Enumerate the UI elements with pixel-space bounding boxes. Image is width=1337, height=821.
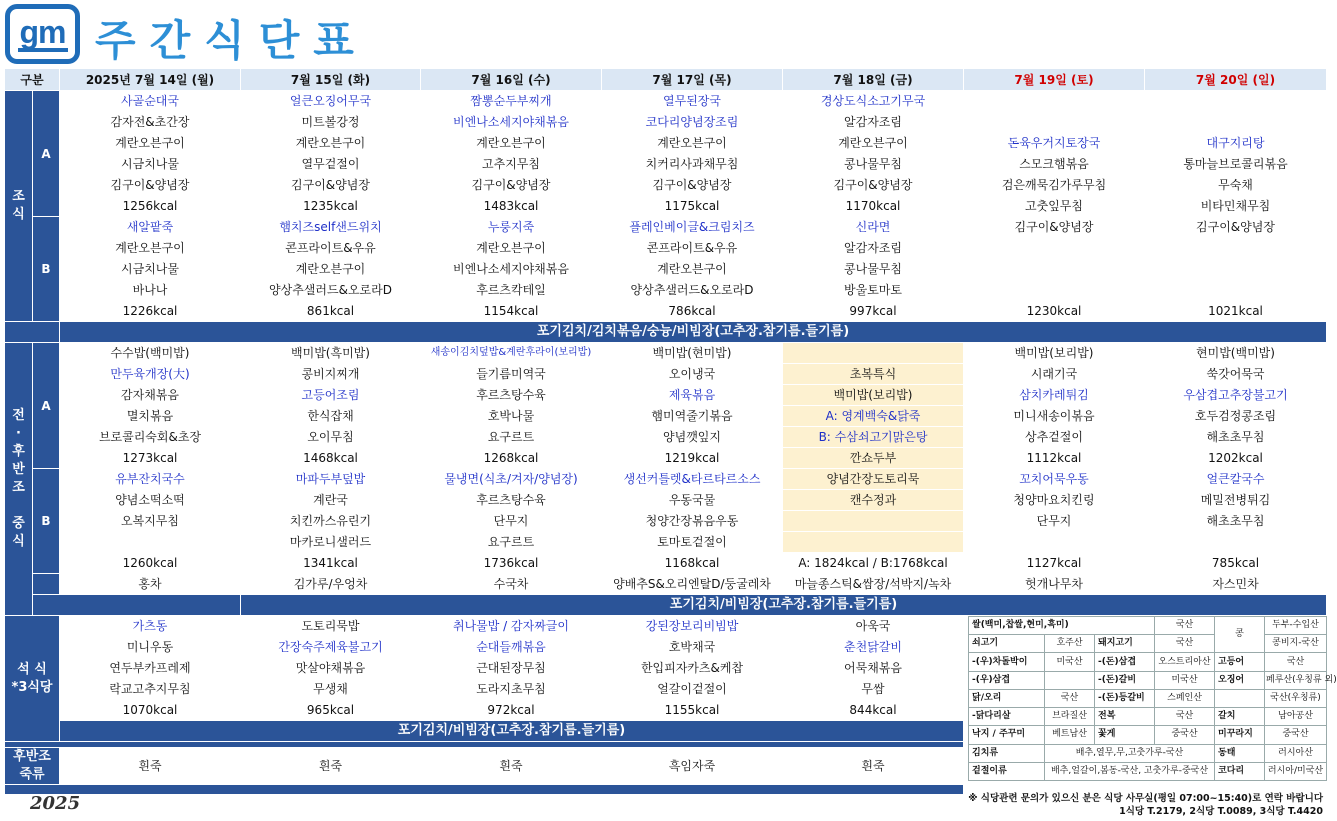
porridge-cell: 흰죽 xyxy=(783,748,964,785)
menu-cell: 연두부카프레제 xyxy=(60,658,241,679)
menu-cell: 시금치나물 xyxy=(60,154,241,175)
menu-cell: 후르츠칵테일 xyxy=(421,280,602,301)
origin-cell: -(우)차돌박이 xyxy=(969,653,1045,671)
tea-cell: 마늘종스틱&쌈장/석박지/녹차 xyxy=(783,574,964,595)
signature: 2025 xyxy=(30,793,81,814)
menu-cell: 양념소떡소떡 xyxy=(60,490,241,511)
header-day: 2025년 7월 14일 (월) xyxy=(60,69,241,91)
origin-cell: 브라질산 xyxy=(1045,708,1095,726)
menu-cell: 수수밥(백미밥) xyxy=(60,343,241,364)
menu-cell: 백미밥(흑미밥) xyxy=(241,343,421,364)
origin-cell: 전복 xyxy=(1095,708,1155,726)
course-a-label: A xyxy=(33,343,60,469)
menu-cell xyxy=(783,532,964,553)
kcal-cell: 1235kcal xyxy=(241,196,421,217)
menu-cell: 코다리양념장조림 xyxy=(602,112,783,133)
origin-cell: 갈치 xyxy=(1215,708,1265,726)
origin-cell: -(우)삼겹 xyxy=(969,671,1045,689)
menu-cell: 단무지 xyxy=(421,511,602,532)
menu-cell xyxy=(964,532,1145,553)
menu-cell: 쑥갓어묵국 xyxy=(1145,364,1327,385)
band-spacer xyxy=(5,785,964,795)
menu-cell: 누룽지죽 xyxy=(421,217,602,238)
origin-cell: 국산 xyxy=(1265,653,1327,671)
origin-cell: 동태 xyxy=(1215,744,1265,762)
menu-cell: 계란오븐구이 xyxy=(783,133,964,154)
contact-note-line: ※ 식당관련 문의가 있으신 분은 식당 사무실(평일 07:00~15:40)로 연락 바랍니다 xyxy=(968,793,1323,804)
menu-cell: 해초초무침 xyxy=(1145,511,1327,532)
menu-cell: 청양간장볶음우동 xyxy=(602,511,783,532)
origin-cell: 페루산(우칭류 외) xyxy=(1265,671,1327,689)
menu-cell: 어묵채볶음 xyxy=(783,658,964,679)
header-day: 7월 17일 (목) xyxy=(602,69,783,91)
menu-cell: 우삼겹고추장불고기 xyxy=(1145,385,1327,406)
menu-cell: 들기름미역국 xyxy=(421,364,602,385)
origin-cell: 배추,얼갈이,봄동-국산, 고춧가루-중국산 xyxy=(1045,762,1215,780)
origin-cell: 중국산 xyxy=(1265,726,1327,744)
menu-cell: 오복지무침 xyxy=(60,511,241,532)
menu-cell: 청양마요치킨링 xyxy=(964,490,1145,511)
menu-cell: 계란오븐구이 xyxy=(602,133,783,154)
kcal-cell: 1273kcal xyxy=(60,448,241,469)
gm-logo: gm xyxy=(5,4,80,64)
contact-note-phones: 1식당 T.2179, 2식당 T.0089, 3식당 T.4420 xyxy=(1119,806,1323,817)
tea-cell: 헛개나무차 xyxy=(964,574,1145,595)
menu-cell: 스모크햄볶음 xyxy=(964,154,1145,175)
menu-cell: 상추겉절이 xyxy=(964,427,1145,448)
menu-cell: 강된장보리비빔밥 xyxy=(602,616,783,637)
origin-cell: 꽃게 xyxy=(1095,726,1155,744)
menu-cell: 김구이&양념장 xyxy=(964,217,1145,238)
menu-cell: 만두육개장(大) xyxy=(60,364,241,385)
menu-cell: 고추지무침 xyxy=(421,154,602,175)
menu-cell: 김구이&양념장 xyxy=(602,175,783,196)
kcal-cell: 844kcal xyxy=(783,700,964,721)
menu-cell: 김구이&양념장 xyxy=(421,175,602,196)
menu-cell: 785kcal xyxy=(1145,553,1327,574)
origin-cell: 쌀(백미,찹쌀,현미,흑미) xyxy=(969,617,1155,635)
menu-cell: 양념간장도토리묵 xyxy=(783,469,964,490)
origin-cell: -(돈)갈비 xyxy=(1095,671,1155,689)
menu-cell: 방울토마토 xyxy=(783,280,964,301)
menu-cell: 우동국물 xyxy=(602,490,783,511)
menu-cell: 멸치볶음 xyxy=(60,406,241,427)
menu-cell: 무생채 xyxy=(241,679,421,700)
menu-cell: 콩비지찌개 xyxy=(241,364,421,385)
origin-cell: 겉절이류 xyxy=(969,762,1045,780)
kcal-cell: 1260kcal xyxy=(60,553,241,574)
menu-cell: 1112kcal xyxy=(964,448,1145,469)
menu-cell: 시금치나물 xyxy=(60,259,241,280)
menu-cell: 무숙채 xyxy=(1145,175,1327,196)
kcal-cell: 1168kcal xyxy=(602,553,783,574)
origin-cell xyxy=(1215,689,1265,707)
tea-cell: 자스민차 xyxy=(1145,574,1327,595)
course-spacer xyxy=(33,574,60,595)
origin-cell: 호주산 xyxy=(1045,635,1095,653)
kcal-cell: 1175kcal xyxy=(602,196,783,217)
menu-cell xyxy=(964,280,1145,301)
menu-cell: 비엔나소세지야채볶음 xyxy=(421,259,602,280)
menu-cell: 계란오븐구이 xyxy=(60,238,241,259)
origin-cell: 오스트리아산 xyxy=(1155,653,1215,671)
menu-cell: B: 수삼쇠고기맑은탕 xyxy=(783,427,964,448)
menu-cell: 춘천닭갈비 xyxy=(783,637,964,658)
tea-cell: 양배추S&오리엔탈D/둥굴레차 xyxy=(602,574,783,595)
menu-cell xyxy=(1145,259,1327,280)
menu-cell: 신라면 xyxy=(783,217,964,238)
lunch-label: 전 · 후 반 조 중 식 xyxy=(5,343,33,616)
menu-cell: 초복특식 xyxy=(783,364,964,385)
menu-cell: 열무된장국 xyxy=(602,91,783,112)
menu-cell xyxy=(60,532,241,553)
menu-cell: 깐쇼두부 xyxy=(783,448,964,469)
kcal-cell: 1268kcal xyxy=(421,448,602,469)
menu-cell: 꼬치어묵우동 xyxy=(964,469,1145,490)
origin-cell: 오징어 xyxy=(1215,671,1265,689)
origin-cell: -(돈)삼겹 xyxy=(1095,653,1155,671)
menu-cell: 근대된장무침 xyxy=(421,658,602,679)
menu-cell: 후르츠탕수육 xyxy=(421,385,602,406)
kcal-cell: 1226kcal xyxy=(60,301,241,322)
kcal-cell: 1219kcal xyxy=(602,448,783,469)
menu-cell: 락교고추지무침 xyxy=(60,679,241,700)
menu-cell: 생선커틀렛&타르타르소스 xyxy=(602,469,783,490)
menu-cell xyxy=(964,91,1145,133)
menu-cell: 치커리사과채무침 xyxy=(602,154,783,175)
menu-cell: 김구이&양념장 xyxy=(241,175,421,196)
menu-cell: 돈육우거지토장국 xyxy=(964,133,1145,154)
menu-cell: 감자전&초간장 xyxy=(60,112,241,133)
kcal-cell: 1070kcal xyxy=(60,700,241,721)
menu-cell: 경상도식소고기무국 xyxy=(783,91,964,112)
menu-cell: 계란국 xyxy=(241,490,421,511)
menu-cell: 아욱국 xyxy=(783,616,964,637)
menu-cell: 계란오븐구이 xyxy=(602,259,783,280)
menu-cell xyxy=(1145,532,1327,553)
origin-cell: 남아공산 xyxy=(1265,708,1327,726)
menu-cell: 물냉면(식초/겨자/양념장) xyxy=(421,469,602,490)
menu-cell: 햄치즈self샌드위치 xyxy=(241,217,421,238)
menu-cell: 얼갈이겉절이 xyxy=(602,679,783,700)
menu-cell: 해초초무침 xyxy=(1145,427,1327,448)
menu-cell xyxy=(964,259,1145,280)
origin-cell: 러시아산 xyxy=(1265,744,1327,762)
menu-cell: 알감자조림 xyxy=(783,112,964,133)
origin-cell: 중국산 xyxy=(1155,726,1215,744)
menu-cell: 고등어조림 xyxy=(241,385,421,406)
course-b-label: B xyxy=(33,217,60,322)
kcal-cell: A: 1824kcal / B:1768kcal xyxy=(783,553,964,574)
origin-cell: 국산 xyxy=(1155,617,1215,635)
kcal-cell: 1155kcal xyxy=(602,700,783,721)
menu-cell: 치킨까스유린기 xyxy=(241,511,421,532)
origin-cell xyxy=(1045,671,1095,689)
menu-cell: 계란오븐구이 xyxy=(241,259,421,280)
menu-cell: 마카로니샐러드 xyxy=(241,532,421,553)
contact-note xyxy=(968,792,1323,818)
menu-cell: 미니새송이볶음 xyxy=(964,406,1145,427)
menu-cell: 1127kcal xyxy=(964,553,1145,574)
origin-cell: 돼지고기 xyxy=(1095,635,1155,653)
menu-cell: 열무겉절이 xyxy=(241,154,421,175)
band-spacer xyxy=(33,595,241,616)
menu-cell: 비엔나소세지야채볶음 xyxy=(421,112,602,133)
menu-cell: 간장숙주제육불고기 xyxy=(241,637,421,658)
origin-cell: 미꾸라지 xyxy=(1215,726,1265,744)
menu-cell: 계란오븐구이 xyxy=(241,133,421,154)
origin-cell: 베트남산 xyxy=(1045,726,1095,744)
origin-cell: 미국산 xyxy=(1155,671,1215,689)
origin-cell: 국산 xyxy=(1155,708,1215,726)
origin-table xyxy=(968,616,1337,781)
origin-cell: 낙지 / 주꾸미 xyxy=(969,726,1045,744)
menu-cell: 김구이&양념장 xyxy=(783,175,964,196)
menu-cell: 요구르트 xyxy=(421,532,602,553)
menu-cell: 계란오븐구이 xyxy=(421,238,602,259)
menu-cell: 알감자조림 xyxy=(783,238,964,259)
band-spacer xyxy=(5,322,60,343)
menu-cell: 토마토겉절이 xyxy=(602,532,783,553)
menu-cell: 캔수정과 xyxy=(783,490,964,511)
menu-cell: 1202kcal xyxy=(1145,448,1327,469)
menu-cell xyxy=(964,238,1145,259)
menu-cell xyxy=(783,343,964,364)
menu-cell: 짬뽕순두부찌개 xyxy=(421,91,602,112)
menu-cell: 호두검정콩조림 xyxy=(1145,406,1327,427)
kcal-cell: 786kcal xyxy=(602,301,783,322)
menu-cell: 도토리묵밥 xyxy=(241,616,421,637)
menu-cell: 한식잡채 xyxy=(241,406,421,427)
menu-cell: 오이무침 xyxy=(241,427,421,448)
menu-cell: 새알팥죽 xyxy=(60,217,241,238)
menu-cell: 시래기국 xyxy=(964,364,1145,385)
menu-cell: 얼큰오징어무국 xyxy=(241,91,421,112)
menu-cell: 순대들깨볶음 xyxy=(421,637,602,658)
menu-cell: 한입피자카츠&케찹 xyxy=(602,658,783,679)
header-day: 7월 18일 (금) xyxy=(783,69,964,91)
late-porridge-label: 후반조 죽류 xyxy=(5,748,60,785)
porridge-cell: 흰죽 xyxy=(241,748,421,785)
menu-cell: 백미밥(보리밥) xyxy=(783,385,964,406)
menu-cell: 김구이&양념장 xyxy=(60,175,241,196)
course-a-label: A xyxy=(33,91,60,217)
header-day-weekend: 7월 20일 (일) xyxy=(1145,69,1327,91)
menu-cell xyxy=(783,511,964,532)
kcal-cell: 1256kcal xyxy=(60,196,241,217)
menu-cell xyxy=(1145,280,1327,301)
page-title: 주간식단표 xyxy=(95,16,368,65)
menu-cell: 호박나물 xyxy=(421,406,602,427)
origin-cell: -(돈)등갈비 xyxy=(1095,689,1155,707)
menu-cell: 유부잔치국수 xyxy=(60,469,241,490)
menu-cell: 오이냉국 xyxy=(602,364,783,385)
menu-cell: 메밀전병튀김 xyxy=(1145,490,1327,511)
menu-cell: 새송이김치덮밥&계란후라이(보리밥) xyxy=(421,343,602,364)
menu-cell: 콩나물무침 xyxy=(783,154,964,175)
menu-cell: 무쌈 xyxy=(783,679,964,700)
menu-cell: 양상추샐러드&오로라D xyxy=(602,280,783,301)
kcal-cell: 1230kcal xyxy=(964,301,1145,322)
kcal-cell: 1021kcal xyxy=(1145,301,1327,322)
menu-cell: 양상추샐러드&오로라D xyxy=(241,280,421,301)
origin-cell: 쇠고기 xyxy=(969,635,1045,653)
menu-cell: 취나물밥 / 감자짜글이 xyxy=(421,616,602,637)
menu-cell: 사골순대국 xyxy=(60,91,241,112)
menu-cell xyxy=(1145,238,1327,259)
menu-cell: 양념깻잎지 xyxy=(602,427,783,448)
menu-cell: 햄미역줄기볶음 xyxy=(602,406,783,427)
origin-cell: 스페인산 xyxy=(1155,689,1215,707)
menu-cell: 통마늘브로콜리볶음 xyxy=(1145,154,1327,175)
menu-cell: 요구르트 xyxy=(421,427,602,448)
porridge-cell: 흑임자죽 xyxy=(602,748,783,785)
menu-cell: A: 영계백숙&닭죽 xyxy=(783,406,964,427)
menu-cell: 비타민채무침 xyxy=(1145,196,1327,217)
menu-cell: 콘프라이트&우유 xyxy=(241,238,421,259)
kcal-cell: 1483kcal xyxy=(421,196,602,217)
menu-cell: 바나나 xyxy=(60,280,241,301)
menu-cell: 고춧잎무침 xyxy=(964,196,1145,217)
menu-cell: 백미밥(현미밥) xyxy=(602,343,783,364)
porridge-cell: 흰죽 xyxy=(60,748,241,785)
menu-cell: 검은깨묵김가루무침 xyxy=(964,175,1145,196)
menu-cell: 맛살야채볶음 xyxy=(241,658,421,679)
kcal-cell: 1170kcal xyxy=(783,196,964,217)
origin-cell: 러시아/미국산 xyxy=(1265,762,1327,780)
menu-cell: 호박채국 xyxy=(602,637,783,658)
side-dish-band: 포기김치/비빔장(고추장.참기름.들기름) xyxy=(60,721,964,742)
menu-cell: 콩나물무침 xyxy=(783,259,964,280)
menu-cell: 백미밥(보리밥) xyxy=(964,343,1145,364)
kcal-cell: 997kcal xyxy=(783,301,964,322)
dinner-label: 석 식 *3식당 xyxy=(5,616,60,742)
menu-cell: 현미밥(백미밥) xyxy=(1145,343,1327,364)
menu-cell: 제육볶음 xyxy=(602,385,783,406)
origin-cell: 국산 xyxy=(1045,689,1095,707)
menu-cell: 후르츠탕수육 xyxy=(421,490,602,511)
tea-cell: 홍차 xyxy=(60,574,241,595)
menu-cell: 단무지 xyxy=(964,511,1145,532)
menu-cell: 콘프라이트&우유 xyxy=(602,238,783,259)
origin-cell: 국산(우칭류) xyxy=(1265,689,1327,707)
header-day: 7월 16일 (수) xyxy=(421,69,602,91)
kcal-cell: 972kcal xyxy=(421,700,602,721)
menu-cell: 김구이&양념장 xyxy=(1145,217,1327,238)
porridge-cell: 흰죽 xyxy=(421,748,602,785)
origin-cell: 배추,열무,무,고춧가루-국산 xyxy=(1045,744,1215,762)
menu-cell: 마파두부덮밥 xyxy=(241,469,421,490)
header-label: 구분 xyxy=(5,69,60,91)
origin-cell: -닭다리살 xyxy=(969,708,1045,726)
header-day-weekend: 7월 19일 (토) xyxy=(964,69,1145,91)
breakfast-label: 조 식 xyxy=(5,91,33,322)
menu-cell: 감자채볶음 xyxy=(60,385,241,406)
tea-cell: 김가루/우엉차 xyxy=(241,574,421,595)
header-day: 7월 15일 (화) xyxy=(241,69,421,91)
origin-cell: 두부-수입산 xyxy=(1265,617,1327,635)
kcal-cell: 1468kcal xyxy=(241,448,421,469)
menu-cell: 브로콜리숙회&초장 xyxy=(60,427,241,448)
side-dish-band: 포기김치/비빔장(고추장.참기름.들기름) xyxy=(241,595,1327,616)
kcal-cell: 1736kcal xyxy=(421,553,602,574)
menu-cell: 도라지초무침 xyxy=(421,679,602,700)
tea-cell: 수국차 xyxy=(421,574,602,595)
origin-cell: 콩비지-국산 xyxy=(1265,635,1327,653)
side-dish-band: 포기김치/김치볶음/숭늉/비빔장(고추장.참기름.들기름) xyxy=(60,322,1327,343)
menu-cell: 미니우동 xyxy=(60,637,241,658)
origin-cell: 미국산 xyxy=(1045,653,1095,671)
course-b-label: B xyxy=(33,469,60,574)
menu-cell xyxy=(1145,91,1327,133)
menu-cell: 삼치카레튀김 xyxy=(964,385,1145,406)
menu-cell: 대구지리탕 xyxy=(1145,133,1327,154)
kcal-cell: 1154kcal xyxy=(421,301,602,322)
origin-cell: 김치류 xyxy=(969,744,1045,762)
origin-cell: 닭/오리 xyxy=(969,689,1045,707)
kcal-cell: 861kcal xyxy=(241,301,421,322)
origin-cell: 코다리 xyxy=(1215,762,1265,780)
menu-cell: 가츠동 xyxy=(60,616,241,637)
origin-cell: 국산 xyxy=(1155,635,1215,653)
menu-cell: 플레인베이글&크림치즈 xyxy=(602,217,783,238)
origin-cell: 콩 xyxy=(1215,617,1265,653)
menu-cell: 얼큰칼국수 xyxy=(1145,469,1327,490)
kcal-cell: 965kcal xyxy=(241,700,421,721)
menu-cell: 미트볼강정 xyxy=(241,112,421,133)
menu-cell: 계란오븐구이 xyxy=(60,133,241,154)
kcal-cell: 1341kcal xyxy=(241,553,421,574)
menu-cell: 계란오븐구이 xyxy=(421,133,602,154)
origin-cell: 고등어 xyxy=(1215,653,1265,671)
